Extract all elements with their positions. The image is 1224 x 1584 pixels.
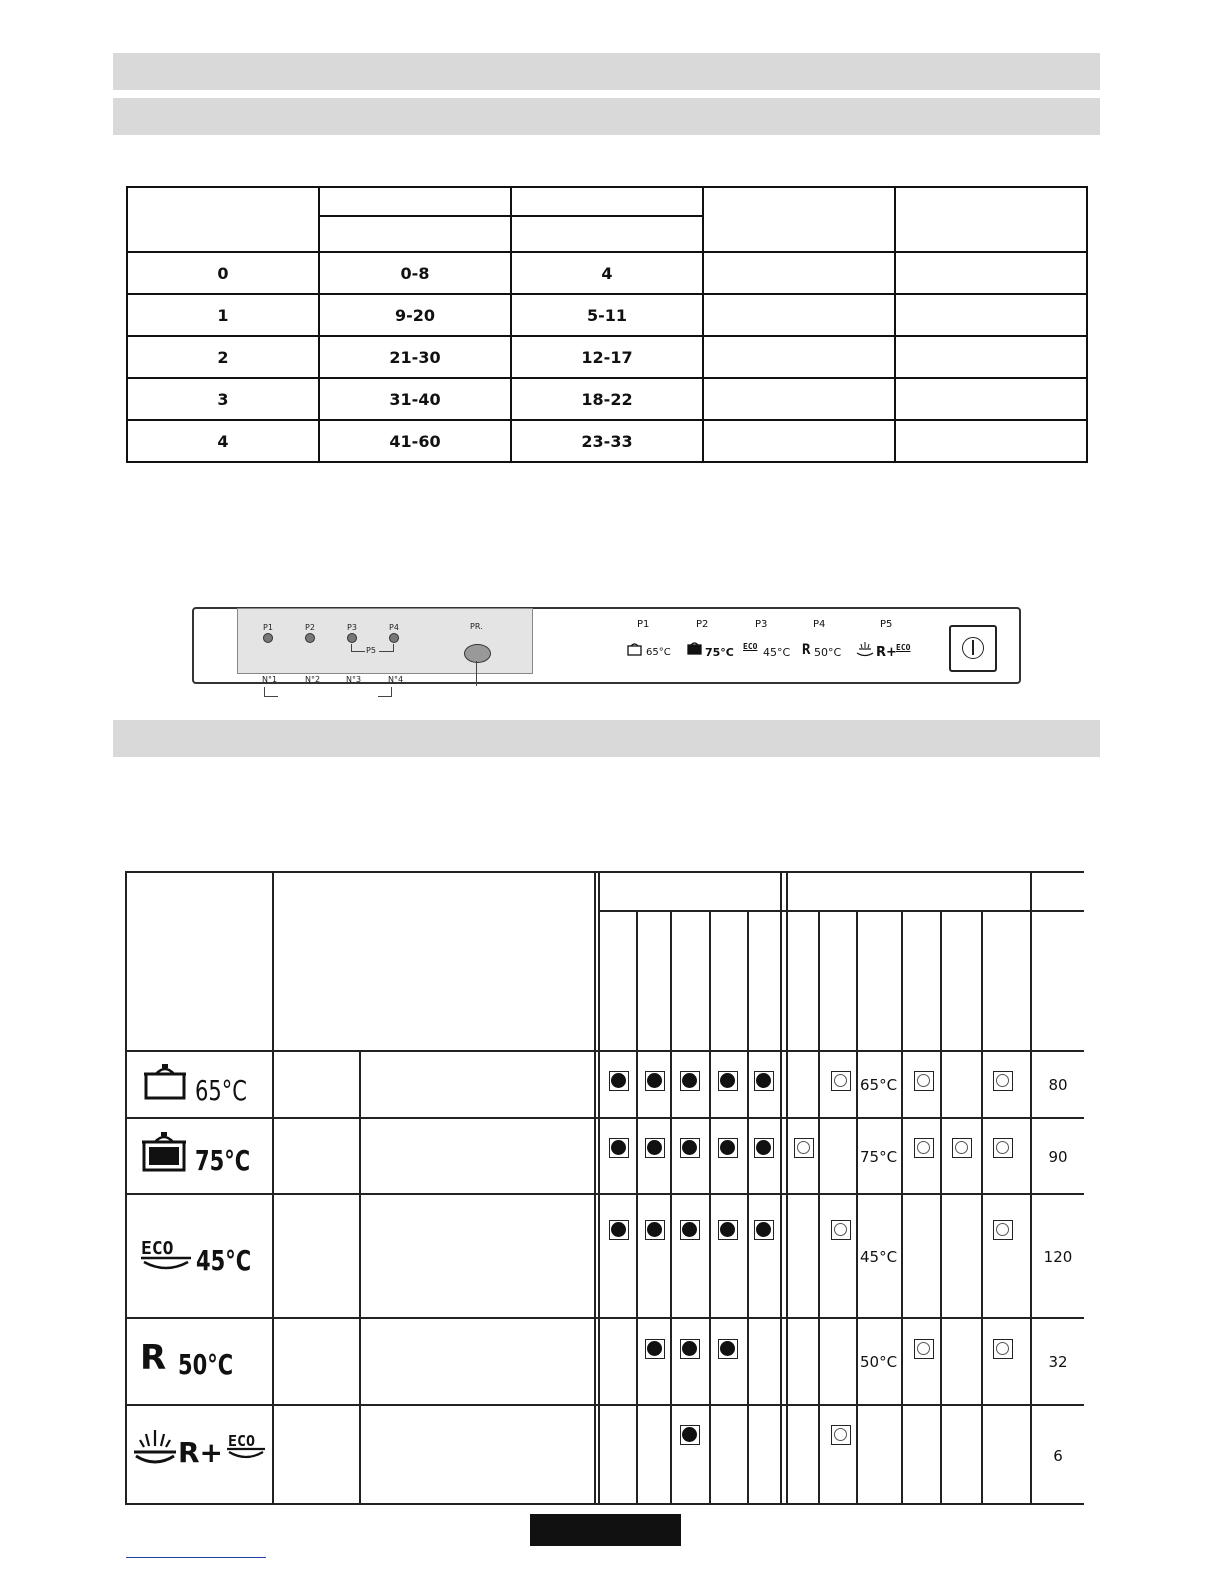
header-band-3 bbox=[113, 720, 1100, 757]
option-indicator-empty bbox=[993, 1071, 1013, 1091]
level-cell: 2 bbox=[127, 336, 319, 378]
panel-temp-p5: R+ bbox=[876, 645, 897, 660]
grid-line bbox=[598, 871, 600, 1505]
rapid-icon: R bbox=[140, 1338, 167, 1378]
grid-line bbox=[818, 911, 820, 1505]
phase-indicator-filled bbox=[680, 1425, 700, 1445]
phase-indicator-filled bbox=[645, 1138, 665, 1158]
power-button[interactable] bbox=[949, 625, 997, 672]
wash-temp-cell: 45°C bbox=[860, 1248, 898, 1266]
option-indicator-empty bbox=[914, 1339, 934, 1359]
empty-cell bbox=[703, 294, 895, 336]
phase-indicator-filled bbox=[609, 1138, 629, 1158]
empty-cell bbox=[895, 378, 1087, 420]
eco-icon: ECO bbox=[228, 1432, 256, 1450]
header-cell bbox=[895, 187, 1087, 252]
program-temp-label: 75°C bbox=[195, 1144, 251, 1177]
range-b-cell: 23-33 bbox=[511, 420, 703, 462]
pr-leader-line bbox=[476, 661, 477, 686]
number-bracket bbox=[264, 696, 278, 697]
header-cell bbox=[319, 187, 511, 216]
led-p2-indicator bbox=[305, 633, 315, 643]
header-cell bbox=[703, 187, 895, 252]
rinse-icon bbox=[132, 1428, 178, 1468]
grid-line bbox=[636, 911, 638, 1505]
level-cell: 0 bbox=[127, 252, 319, 294]
range-a-cell: 0-8 bbox=[319, 252, 511, 294]
option-indicator-empty bbox=[993, 1339, 1013, 1359]
grid-line bbox=[786, 871, 788, 1505]
grid-line bbox=[940, 911, 942, 1505]
table-row bbox=[127, 420, 1087, 462]
option-indicator-empty bbox=[831, 1220, 851, 1240]
panel-program-label-p2: P2 bbox=[696, 619, 709, 630]
grid-line bbox=[901, 911, 903, 1505]
grid-line bbox=[125, 1050, 1084, 1052]
grid-line bbox=[125, 871, 1084, 873]
header-cell bbox=[511, 187, 703, 216]
phase-indicator-filled bbox=[718, 1071, 738, 1091]
p5-led-label: P5 bbox=[366, 646, 376, 655]
rapid-icon: R bbox=[802, 642, 811, 658]
page-number-bar bbox=[530, 1514, 681, 1546]
panel-temp-p1: 65°C bbox=[646, 647, 671, 658]
grid-line bbox=[709, 911, 711, 1505]
empty-cell bbox=[703, 336, 895, 378]
eco-icon: ECO bbox=[743, 642, 758, 651]
empty-cell bbox=[895, 420, 1087, 462]
wash-temp-cell: 75°C bbox=[860, 1148, 898, 1166]
program-temp-label: R+ bbox=[178, 1436, 224, 1469]
option-indicator-empty bbox=[993, 1220, 1013, 1240]
phase-indicator-filled bbox=[680, 1138, 700, 1158]
grid-line bbox=[981, 911, 983, 1505]
program-temp-label: 45°C bbox=[196, 1244, 252, 1277]
phase-indicator-filled bbox=[718, 1138, 738, 1158]
number-label-4: N°4 bbox=[388, 675, 404, 684]
wash-temp-cell: 50°C bbox=[860, 1353, 898, 1371]
program-temp-label: 50°C bbox=[178, 1348, 234, 1381]
header-cell bbox=[511, 216, 703, 252]
phase-indicator-filled bbox=[718, 1220, 738, 1240]
panel-temp-p4: 50°C bbox=[814, 646, 842, 659]
range-a-cell: 9-20 bbox=[319, 294, 511, 336]
pot-heavy-icon bbox=[686, 640, 704, 656]
pot-heavy-icon bbox=[140, 1130, 190, 1174]
grid-line bbox=[594, 871, 596, 1505]
duration-cell: 6 bbox=[1053, 1447, 1063, 1465]
eco-icon: ECO bbox=[141, 1238, 174, 1259]
level-cell: 4 bbox=[127, 420, 319, 462]
option-indicator-empty bbox=[914, 1138, 934, 1158]
led-label-p4: P4 bbox=[389, 623, 399, 632]
table-row bbox=[127, 252, 1087, 294]
duration-cell: 80 bbox=[1048, 1076, 1068, 1094]
phase-indicator-filled bbox=[609, 1220, 629, 1240]
range-b-cell: 4 bbox=[511, 252, 703, 294]
range-a-cell: 21-30 bbox=[319, 336, 511, 378]
empty-cell bbox=[895, 336, 1087, 378]
option-indicator-empty bbox=[914, 1071, 934, 1091]
header-band-2 bbox=[113, 98, 1100, 135]
empty-cell bbox=[703, 378, 895, 420]
duration-cell: 120 bbox=[1043, 1248, 1073, 1266]
duration-cell: 90 bbox=[1048, 1148, 1068, 1166]
grid-line bbox=[1030, 871, 1032, 1505]
grid-line bbox=[747, 911, 749, 1505]
panel-program-label-p5: P5 bbox=[880, 619, 893, 630]
phase-indicator-filled bbox=[718, 1339, 738, 1359]
level-cell: 3 bbox=[127, 378, 319, 420]
rinse-icon bbox=[855, 641, 875, 657]
phase-indicator-filled bbox=[609, 1071, 629, 1091]
phase-indicator-filled bbox=[754, 1071, 774, 1091]
pot-icon bbox=[142, 1062, 190, 1102]
phase-indicator-filled bbox=[645, 1339, 665, 1359]
program-button[interactable] bbox=[464, 644, 491, 663]
grid-line bbox=[125, 1503, 1084, 1505]
table-row bbox=[127, 294, 1087, 336]
eco-icon: ECO bbox=[896, 643, 911, 652]
empty-cell bbox=[895, 252, 1087, 294]
empty-cell bbox=[703, 252, 895, 294]
panel-temp-p2: 75°C bbox=[705, 646, 734, 659]
number-label-3: N°3 bbox=[346, 675, 362, 684]
led-label-p2: P2 bbox=[305, 623, 315, 632]
header-cell bbox=[127, 187, 319, 252]
number-bracket bbox=[391, 687, 392, 697]
grid-line bbox=[598, 910, 1084, 912]
led-p1-indicator bbox=[263, 633, 273, 643]
p5-bracket bbox=[351, 651, 365, 652]
phase-indicator-filled bbox=[754, 1220, 774, 1240]
phase-indicator-filled bbox=[680, 1339, 700, 1359]
table-row bbox=[127, 336, 1087, 378]
grid-line bbox=[670, 911, 672, 1505]
panel-temp-p3: 45°C bbox=[763, 646, 791, 659]
option-indicator-empty bbox=[952, 1138, 972, 1158]
pot-icon bbox=[626, 641, 644, 657]
wash-temp-cell: 65°C bbox=[860, 1076, 898, 1094]
range-b-cell: 18-22 bbox=[511, 378, 703, 420]
phase-indicator-filled bbox=[680, 1220, 700, 1240]
range-a-cell: 31-40 bbox=[319, 378, 511, 420]
range-b-cell: 5-11 bbox=[511, 294, 703, 336]
phase-indicator-filled bbox=[645, 1071, 665, 1091]
option-indicator-empty bbox=[794, 1138, 814, 1158]
power-icon-bar bbox=[972, 640, 974, 655]
header-band-1 bbox=[113, 53, 1100, 90]
grid-line bbox=[125, 1193, 1084, 1195]
water-hardness-table bbox=[126, 186, 1088, 463]
grid-line bbox=[856, 911, 858, 1505]
number-label-1: N°1 bbox=[262, 675, 278, 684]
option-indicator-empty bbox=[993, 1138, 1013, 1158]
led-p4-indicator bbox=[389, 633, 399, 643]
panel-program-label-p4: P4 bbox=[813, 619, 826, 630]
grid-line bbox=[125, 871, 127, 1505]
pr-label: PR. bbox=[470, 622, 483, 631]
grid-line bbox=[125, 1317, 1084, 1319]
grid-line bbox=[780, 871, 782, 1505]
number-bracket bbox=[378, 696, 392, 697]
number-label-2: N°2 bbox=[305, 675, 321, 684]
range-b-cell: 12-17 bbox=[511, 336, 703, 378]
grid-line bbox=[125, 1117, 1084, 1119]
led-label-p1: P1 bbox=[263, 623, 273, 632]
option-indicator-empty bbox=[831, 1425, 851, 1445]
empty-cell bbox=[895, 294, 1087, 336]
grid-line bbox=[272, 871, 274, 1505]
level-cell: 1 bbox=[127, 294, 319, 336]
eco-plate-icon bbox=[140, 1256, 192, 1272]
empty-cell bbox=[703, 420, 895, 462]
led-label-p3: P3 bbox=[347, 623, 357, 632]
phase-indicator-filled bbox=[680, 1071, 700, 1091]
panel-program-label-p1: P1 bbox=[637, 619, 650, 630]
table-row bbox=[127, 378, 1087, 420]
program-temp-label: 65°C bbox=[195, 1074, 247, 1107]
grid-line bbox=[125, 1404, 1084, 1406]
range-a-cell: 41-60 bbox=[319, 420, 511, 462]
p5-bracket bbox=[393, 644, 394, 652]
led-p3-indicator bbox=[347, 633, 357, 643]
control-panel-led-area bbox=[237, 608, 533, 674]
header-cell bbox=[319, 216, 511, 252]
option-indicator-empty bbox=[831, 1071, 851, 1091]
duration-cell: 32 bbox=[1048, 1353, 1068, 1371]
eco-plate-icon bbox=[226, 1447, 266, 1461]
p5-bracket bbox=[379, 651, 393, 652]
phase-indicator-filled bbox=[754, 1138, 774, 1158]
phase-indicator-filled bbox=[645, 1220, 665, 1240]
panel-program-label-p3: P3 bbox=[755, 619, 768, 630]
footer-link-line bbox=[126, 1557, 266, 1558]
